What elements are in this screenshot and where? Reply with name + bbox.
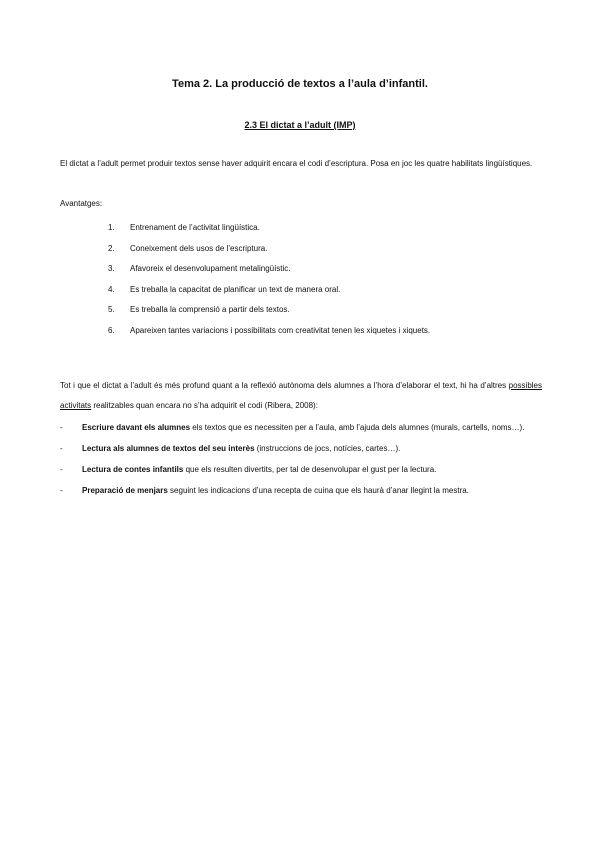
item-text: (instruccions de jocs, notícies, cartes…). — [254, 444, 401, 453]
item-bold-text: Lectura als alumnes de textos del seu interès — [82, 444, 255, 453]
item-text: Es treballa la comprensió a partir dels textos. — [130, 305, 290, 315]
item-number: 4. — [108, 284, 115, 294]
item-text: que els resulten divertits, per tal de desenvolupar el gust per la lectura. — [183, 465, 437, 474]
list-item — [60, 418, 542, 438]
item-text: Es treballa la capacitat de planificar un text de manera oral. — [130, 284, 341, 294]
paragraph-text: realitzables quan encara no s’ha adquirit el codi (Ribera, 2008): — [91, 401, 318, 410]
list-item — [108, 321, 430, 342]
list-item — [60, 481, 542, 501]
advantages-label: Avantatges: — [60, 199, 103, 208]
dash-bullet: - — [60, 486, 63, 495]
section-subtitle: 2.3 El dictat a l’adult (IMP) — [244, 120, 356, 130]
item-text: els textos que es necessiten per a l’aula, amb l’ajuda dels alumnes (murals, cartells, noms…). — [190, 423, 525, 432]
dash-bullet: - — [60, 423, 63, 432]
item-text: Afavoreix el desenvolupament metalingüístic. — [130, 264, 291, 274]
dash-bullet: - — [60, 465, 63, 474]
item-number: 5. — [108, 305, 115, 315]
item-number: 3. — [108, 264, 115, 274]
item-text: Apareixen tantes variacions i possibilitats com creativitat tenen les xiquetes i xiquets. — [130, 325, 431, 335]
list-item — [108, 300, 430, 321]
item-bold-text: Preparació de menjars — [82, 486, 168, 495]
item-bold-text: Lectura de contes infantils — [82, 465, 184, 474]
dash-bullet: - — [60, 444, 63, 453]
activities-list — [60, 418, 542, 502]
list-item — [108, 259, 430, 280]
item-text: seguint les indicacions d’una recepta de cuina que els haurà d’anar llegint la mestra. — [167, 486, 469, 495]
list-item — [60, 439, 542, 459]
item-text: Entrenament de l’activitat lingüística. — [130, 223, 260, 232]
list-item — [108, 280, 430, 301]
activities-paragraph — [60, 376, 542, 416]
list-item — [60, 460, 542, 480]
advantages-list — [108, 218, 430, 342]
item-number: 1. — [108, 223, 115, 232]
list-item — [108, 218, 430, 239]
underlined-phrase: possibles activitats — [60, 381, 542, 410]
intro-paragraph: El dictat a l’adult permet produir textos sense haver adquirit encara el codi d’escriptura. Posa en joc les quatre habilitats lingüístiques. — [60, 159, 533, 168]
item-number: 6. — [108, 325, 115, 335]
item-bold-text: Escriure davant els alumnes — [82, 423, 191, 432]
page-title: Tema 2. La producció de textos a l’aula d’infantil. — [172, 78, 428, 90]
item-number: 2. — [108, 243, 115, 253]
list-item — [108, 239, 430, 260]
paragraph-text: Tot i que el dictat a l’adult és més profund quant a la reflexió autònoma dels alumnes a l’hora d’elaborar el text, hi ha d’altres — [60, 381, 509, 390]
item-text: Coneixement dels usos de l’escriptura. — [130, 243, 268, 253]
